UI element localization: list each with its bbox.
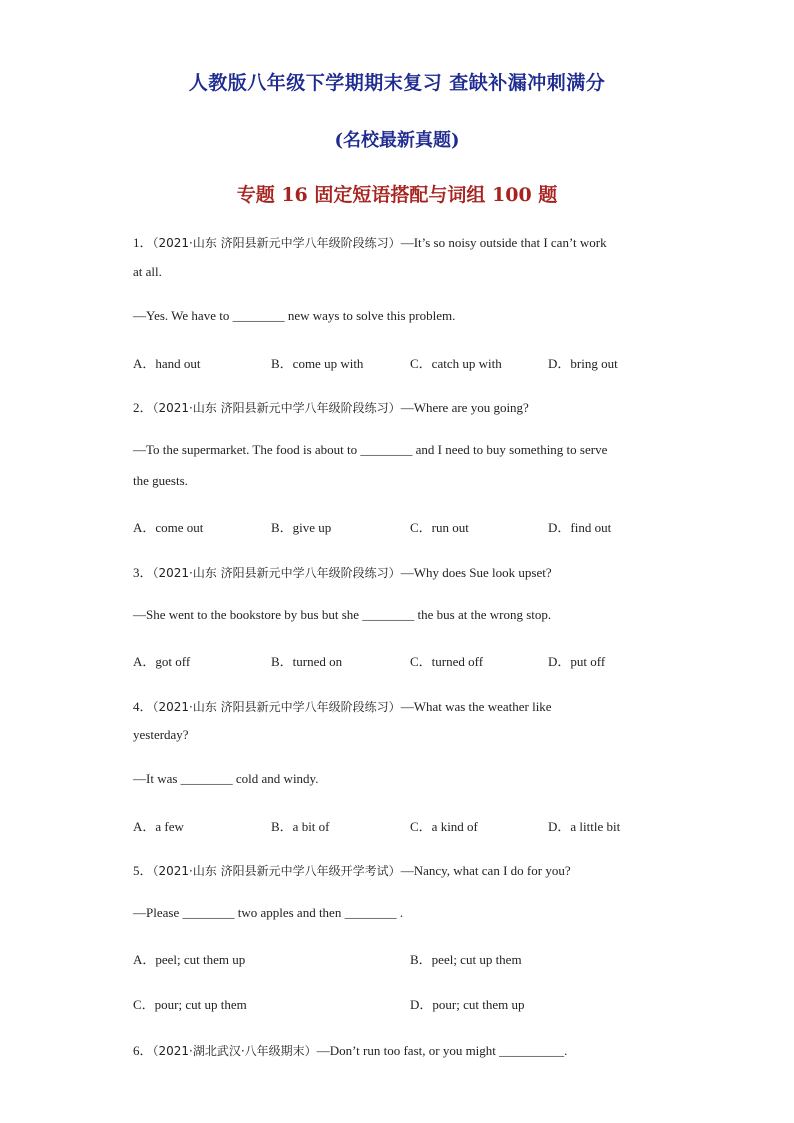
question-stem xyxy=(133,562,552,581)
document-title: 人教版八年级下学期期末复习 查缺补漏冲刺满分 xyxy=(188,72,606,94)
option-a: A．got off xyxy=(133,654,191,669)
option-a: A．peel; cut them up xyxy=(133,952,246,967)
option-a: A．hand out xyxy=(133,356,201,371)
document-subtitle: (名校最新真题) xyxy=(334,130,460,151)
question-source: （2021·湖北武汉·八年级期末） xyxy=(152,1044,317,1058)
question-source: （2021·山东 济阳县新元中学八年级阶段练习） xyxy=(152,566,401,580)
dialogue-reply-continued: the guests. xyxy=(133,473,188,488)
question-number: 6． xyxy=(133,1043,153,1058)
question-text: —Where are you going? xyxy=(400,400,529,415)
option-d: D．bring out xyxy=(548,356,618,371)
option-b: B．give up xyxy=(271,520,332,535)
question-text-continued: yesterday? xyxy=(133,727,189,742)
dialogue-reply: —Yes. We have to ________ new ways to solve this problem. xyxy=(133,308,456,323)
dialogue-reply: —It was ________ cold and windy. xyxy=(133,771,319,786)
topic-title: 专题 16 固定短语搭配与词组 100 题 xyxy=(236,184,558,206)
option-d: D．find out xyxy=(548,520,612,535)
question-stem xyxy=(133,397,529,416)
question-number: 2． xyxy=(133,400,153,415)
question-number: 5． xyxy=(133,863,153,878)
question-text: —What was the weather like xyxy=(400,699,552,714)
option-b: B．peel; cut up them xyxy=(410,952,522,967)
dialogue-reply: —To the supermarket. The food is about to ________ and I need to buy something to serve xyxy=(133,442,608,457)
question-text: —Nancy, what can I do for you? xyxy=(400,863,571,878)
option-c: C．turned off xyxy=(410,654,484,669)
question-text: —Don’t run too fast, or you might __________. xyxy=(316,1043,568,1058)
question-number: 4． xyxy=(133,699,153,714)
option-c: C．run out xyxy=(410,520,469,535)
question-text: —Why does Sue look upset? xyxy=(400,565,552,580)
question-source: （2021·山东 济阳县新元中学八年级阶段练习） xyxy=(152,401,401,415)
option-d: D．pour; cut them up xyxy=(410,997,525,1012)
dialogue-reply: —She went to the bookstore by bus but she ________ the bus at the wrong stop. xyxy=(133,607,552,622)
question-stem xyxy=(133,860,571,879)
question-stem xyxy=(133,232,607,251)
option-b: B．turned on xyxy=(271,654,343,669)
option-d: D．put off xyxy=(548,654,606,669)
option-c: C．pour; cut up them xyxy=(133,997,247,1012)
option-d: D．a little bit xyxy=(548,819,621,834)
question-source: （2021·山东 济阳县新元中学八年级阶段练习） xyxy=(152,236,401,250)
option-b: B．come up with xyxy=(271,356,364,371)
question-number: 3． xyxy=(133,565,153,580)
question-stem xyxy=(133,1040,567,1059)
question-source: （2021·山东 济阳县新元中学八年级开学考试） xyxy=(152,864,401,878)
option-b: B．a bit of xyxy=(271,819,330,834)
option-c: C．catch up with xyxy=(410,356,502,371)
question-text-continued: at all. xyxy=(133,264,162,279)
option-a: A．come out xyxy=(133,520,204,535)
dialogue-reply: —Please ________ two apples and then ________ . xyxy=(133,905,404,920)
question-number: 1． xyxy=(133,235,153,250)
question-text: —It’s so noisy outside that I can’t work xyxy=(400,235,607,250)
option-a: A．a few xyxy=(133,819,184,834)
question-source: （2021·山东 济阳县新元中学八年级阶段练习） xyxy=(152,700,401,714)
question-stem xyxy=(133,696,552,715)
option-c: C．a kind of xyxy=(410,819,478,834)
